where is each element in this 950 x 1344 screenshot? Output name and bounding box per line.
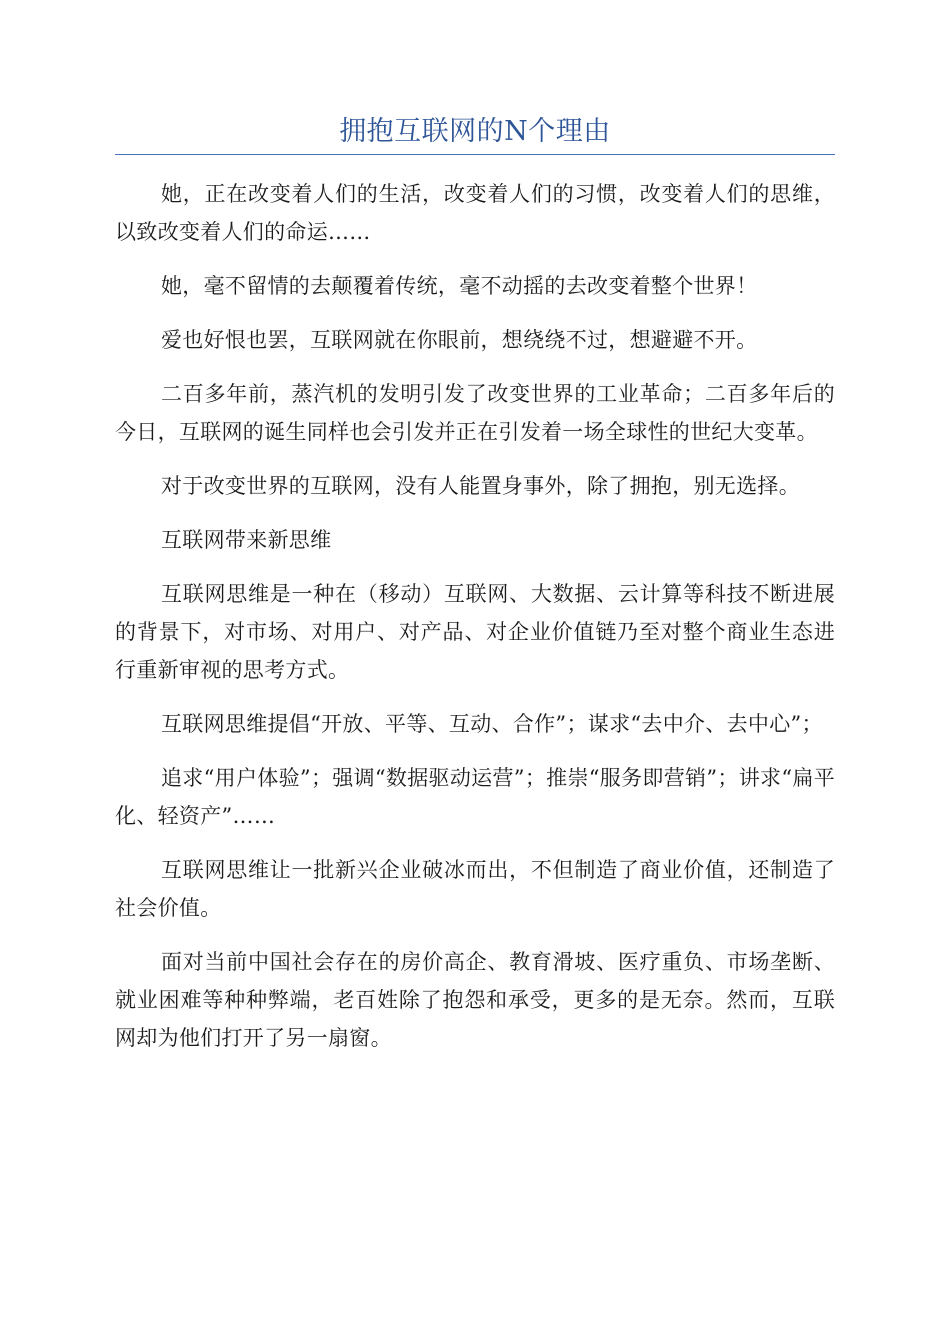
title-underline [115, 154, 835, 155]
paragraph-6: 互联网思维是一种在（移动）互联网、大数据、云计算等科技不断进展的背景下，对市场、对用户、对产品、对企业价值链乃至对整个商业生态进行重新审视的思考方式。 [115, 582, 835, 682]
paragraph-8: 追求“用户体验”；强调“数据驱动运营”；推崇“服务即营销”；讲求“扁平化、轻资产”…… [115, 766, 835, 828]
paragraph-9: 互联网思维让一批新兴企业破冰而出，不但制造了商业价值，还制造了社会价值。 [115, 858, 835, 920]
section-heading: 互联网带来新思维 [161, 528, 332, 552]
paragraph-1: 她，正在改变着人们的生活，改变着人们的习惯，改变着人们的思维，以致改变着人们的命运…… [115, 182, 835, 244]
paragraph-2: 她，毫不留情的去颠覆着传统，毫不动摇的去改变着整个世界！ [161, 274, 758, 298]
paragraph-5: 对于改变世界的互联网，没有人能置身事外，除了拥抱，别无选择。 [161, 474, 800, 498]
paragraph-10: 面对当前中国社会存在的房价高企、教育滑坡、医疗重负、市场垄断、就业困难等种种弊端，老百姓除了抱怨和承受，更多的是无奈。然而，互联网却为他们打开了另一扇窗。 [115, 950, 835, 1050]
document-body [115, 175, 835, 1073]
document-title: 拥抱互联网的N个理由 [339, 116, 611, 147]
paragraph-4: 二百多年前，蒸汽机的发明引发了改变世界的工业革命；二百多年后的今日，互联网的诞生同样也会引发并正在引发着一场全球性的世纪大变革。 [115, 382, 835, 444]
paragraph-7: 互联网思维提倡“开放、平等、互动、合作”；谋求“去中介、去中心”； [161, 712, 823, 736]
paragraph-3: 爱也好恨也罢，互联网就在你眼前，想绕绕不过，想避避不开。 [161, 328, 758, 352]
